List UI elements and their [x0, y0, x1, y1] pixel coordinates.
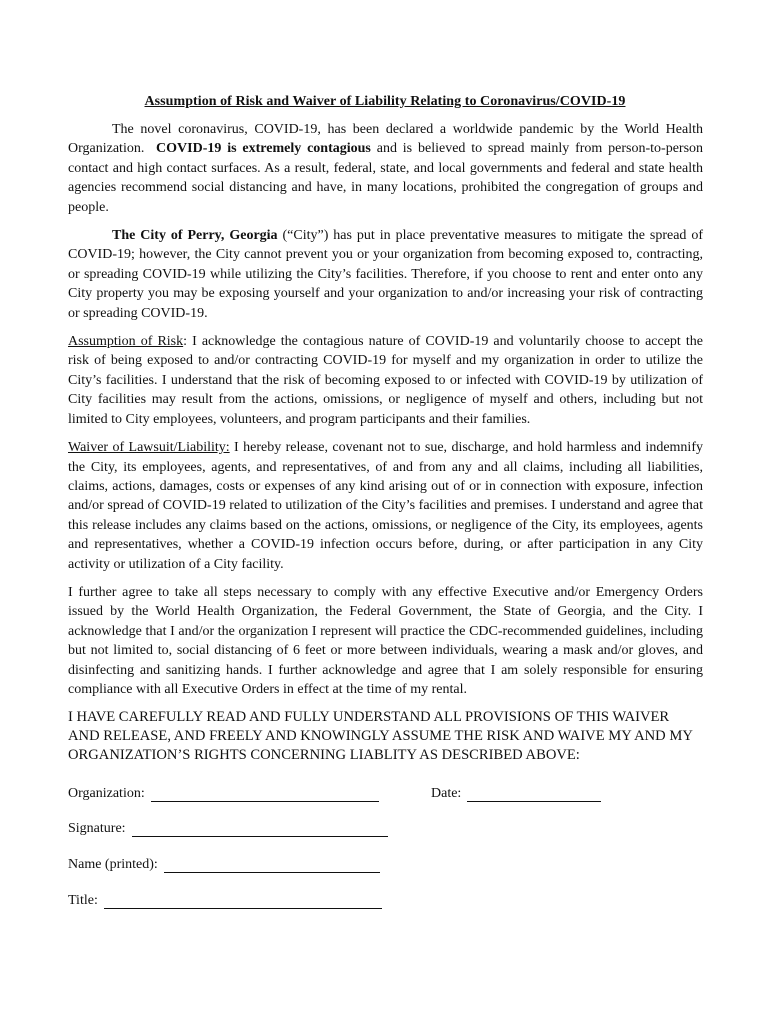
printed-name-label: Name (printed): [68, 857, 158, 872]
document-body [68, 120, 703, 774]
intro-paragraph [68, 120, 703, 217]
date-field [431, 786, 601, 802]
organization-field [68, 786, 379, 802]
title-label: Title: [68, 893, 98, 908]
printed-name-input-line[interactable] [164, 858, 380, 873]
city-paragraph [68, 226, 703, 323]
title-input-line[interactable] [104, 894, 382, 909]
signature-label: Signature: [68, 821, 126, 836]
printed-name-field [68, 857, 380, 873]
intro-text-c: and is believed to spread mainly from person-to-person contact and high contact surfaces. As a result, federal, state, and local governments and federal and state health agencies recommend social distancing and have, in many locations, prohibited the congregation of groups and people. [68, 141, 704, 215]
assumption-of-risk-heading: Assumption of Risk [68, 334, 184, 350]
compliance-paragraph: I further agree to take all steps necessary to comply with any effective Executive and/or Emergency Orders issued by the World Health Organization, the Federal Government, the State of Georgia, and the City. I acknowledge that I and/or the organization I represent will practice the CDC-recommended guidelines, including but not limited to, social distancing of 6 feet or more between individuals, wearing a mask and/or gloves, and disinfecting and sanitizing hands. I further acknowledge and agree that I am solely responsible for ensuring compliance with all Executive Orders in effect at the time of my rental. [68, 584, 703, 697]
acknowledgement-statement: I HAVE CAREFULLY READ AND FULLY UNDERSTAND ALL PROVISIONS OF THIS WAIVER AND RELEASE, AND FREELY AND KNOWINGLY ASSUME THE RISK AND WAIVE MY AND MY ORGANIZATION’S RIGHTS CONCERNING LIABLITY AS DESCRIBED ABOVE: [68, 709, 693, 764]
signature-field [68, 821, 388, 837]
title-field [68, 893, 382, 909]
intro-text-bold: COVID-19 is extremely contagious [156, 141, 371, 157]
waiver-heading: Waiver of Lawsuit/Liability: [68, 440, 230, 456]
assumption-of-risk-paragraph [68, 332, 703, 429]
organization-input-line[interactable] [151, 787, 379, 802]
assumption-of-risk-text: : I acknowledge the contagious nature of COVID-19 and voluntarily choose to accept the risk of being exposed to and/or contracting COVID-19 for myself and my organization in order to utilize the City’s facilities. I understand that the risk of becoming exposed to or infected with COVID-19 by utilization of City facilities may result from the actions, omissions, or negligence of myself and others, including but not limited to City employees, volunteers, and program participants and their families. [68, 334, 703, 427]
waiver-text: I hereby release, covenant not to sue, discharge, and hold harmless and indemnify the City, its employees, agents, and representatives, of and from any and all claims, including all liabilities, claims, actions, damages, costs or expenses of any kind arising out of or in connection with exposure, infection and/or spread of COVID-19 related to utilization of the City’s facilities and premises. I understand and agree that this release includes any claims based on the actions, omissions, or negligence of the City, its employees, agents and representatives, whether a COVID-19 infection occurs before, during, or after participation in any City activity or utilization of a City facility. [68, 440, 703, 572]
intro-text-a: The novel coronavirus, COVID-19, has been declared a worldwide pandemic by the World Health Organization. [68, 122, 703, 157]
city-text: (“City”) has put in place preventative measures to mitigate the spread of COVID-19; however, the City cannot prevent you or your organization from becoming exposed to, contracting, or spreading COVID-19 while utilizing the City’s facilities. Therefore, if you choose to rent and enter onto any City property you may be exposing yourself and your organization to and/or increasing your risk of contracting or spreading COVID-19. [68, 228, 704, 321]
date-label: Date: [431, 786, 462, 801]
organization-label: Organization: [68, 786, 145, 801]
document-title: Assumption of Risk and Waiver of Liability Relating to Coronavirus/COVID-19 [144, 94, 626, 109]
date-input-line[interactable] [467, 787, 601, 802]
city-name: The City of Perry, Georgia [112, 228, 278, 244]
waiver-paragraph [68, 438, 703, 574]
signature-input-line[interactable] [132, 822, 388, 837]
